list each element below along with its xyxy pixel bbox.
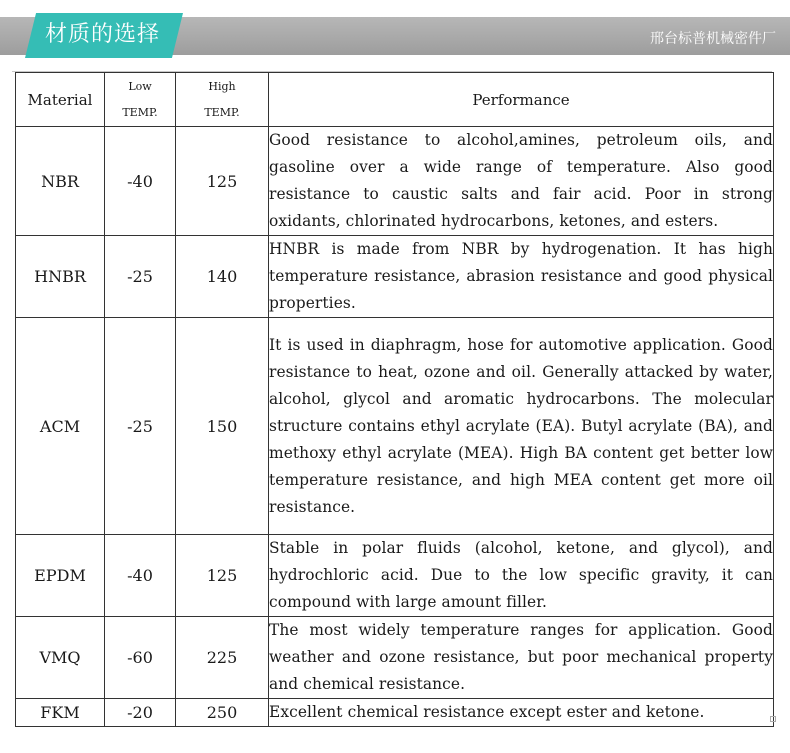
table-row xyxy=(16,699,774,727)
low-temp-cell: -40 xyxy=(105,535,176,617)
high-temp-cell: 125 xyxy=(176,127,269,236)
header-low-temp xyxy=(105,73,176,127)
performance-cell: HNBR is made from NBR by hydrogenation. It has high temperature resistance, abrasion resistance and good physical properties. xyxy=(269,236,774,318)
high-temp-cell: 125 xyxy=(176,535,269,617)
high-temp-cell: 150 xyxy=(176,318,269,535)
header-high-temp xyxy=(176,73,269,127)
header-low-label: Low xyxy=(128,79,152,93)
table-row xyxy=(16,318,774,535)
material-table xyxy=(15,72,774,727)
high-temp-cell: 225 xyxy=(176,617,269,699)
header-high-unit: TEMP. xyxy=(204,105,240,119)
performance-cell: Excellent chemical resistance except ester and ketone. xyxy=(269,699,774,727)
page-title: 材质的选择 xyxy=(45,22,161,47)
table-row xyxy=(16,535,774,617)
material-cell: VMQ xyxy=(16,617,105,699)
performance-cell: Stable in polar fluids (alcohol, ketone, and glycol), and hydrochloric acid. Due to the low specific gravity, it can compound with large amount filler. xyxy=(269,535,774,617)
material-cell: EPDM xyxy=(16,535,105,617)
table-row xyxy=(16,617,774,699)
low-temp-cell: -40 xyxy=(105,127,176,236)
table-header-row xyxy=(16,73,774,127)
header-performance: Performance xyxy=(269,73,774,127)
material-cell: HNBR xyxy=(16,236,105,318)
header-high-label: High xyxy=(208,79,236,93)
material-cell: NBR xyxy=(16,127,105,236)
corner-mark xyxy=(770,716,776,722)
material-cell: ACM xyxy=(16,318,105,535)
low-temp-cell: -25 xyxy=(105,236,176,318)
low-temp-cell: -60 xyxy=(105,617,176,699)
high-temp-cell: 140 xyxy=(176,236,269,318)
material-cell: FKM xyxy=(16,699,105,727)
performance-cell: Good resistance to alcohol,amines, petroleum oils, and gasoline over a wide range of temperature. Also good resistance to caustic salts and fair acid. Poor in strong oxidants, chlorinated hydrocarbons, ketones, and esters. xyxy=(269,127,774,236)
performance-cell: It is used in diaphragm, hose for automotive application. Good resistance to heat, ozone and oil. Generally attacked by water, alcohol, glycol and aromatic hydrocarbons. The molecular structure contains ethyl acrylate (EA). Butyl acrylate (BA), and methoxy ethyl acrylate (MEA). High BA content get better low temperature resistance, and high MEA content get more oil resistance. xyxy=(269,318,774,535)
high-temp-cell: 250 xyxy=(176,699,269,727)
company-name: 邢台标普机械密件厂 xyxy=(650,31,776,47)
low-temp-cell: -25 xyxy=(105,318,176,535)
header-low-unit: TEMP. xyxy=(122,105,158,119)
header-material: Material xyxy=(16,73,105,127)
performance-cell: The most widely temperature ranges for application. Good weather and ozone resistance, but poor mechanical property and chemical resistance. xyxy=(269,617,774,699)
table-row xyxy=(16,127,774,236)
low-temp-cell: -20 xyxy=(105,699,176,727)
table-row xyxy=(16,236,774,318)
